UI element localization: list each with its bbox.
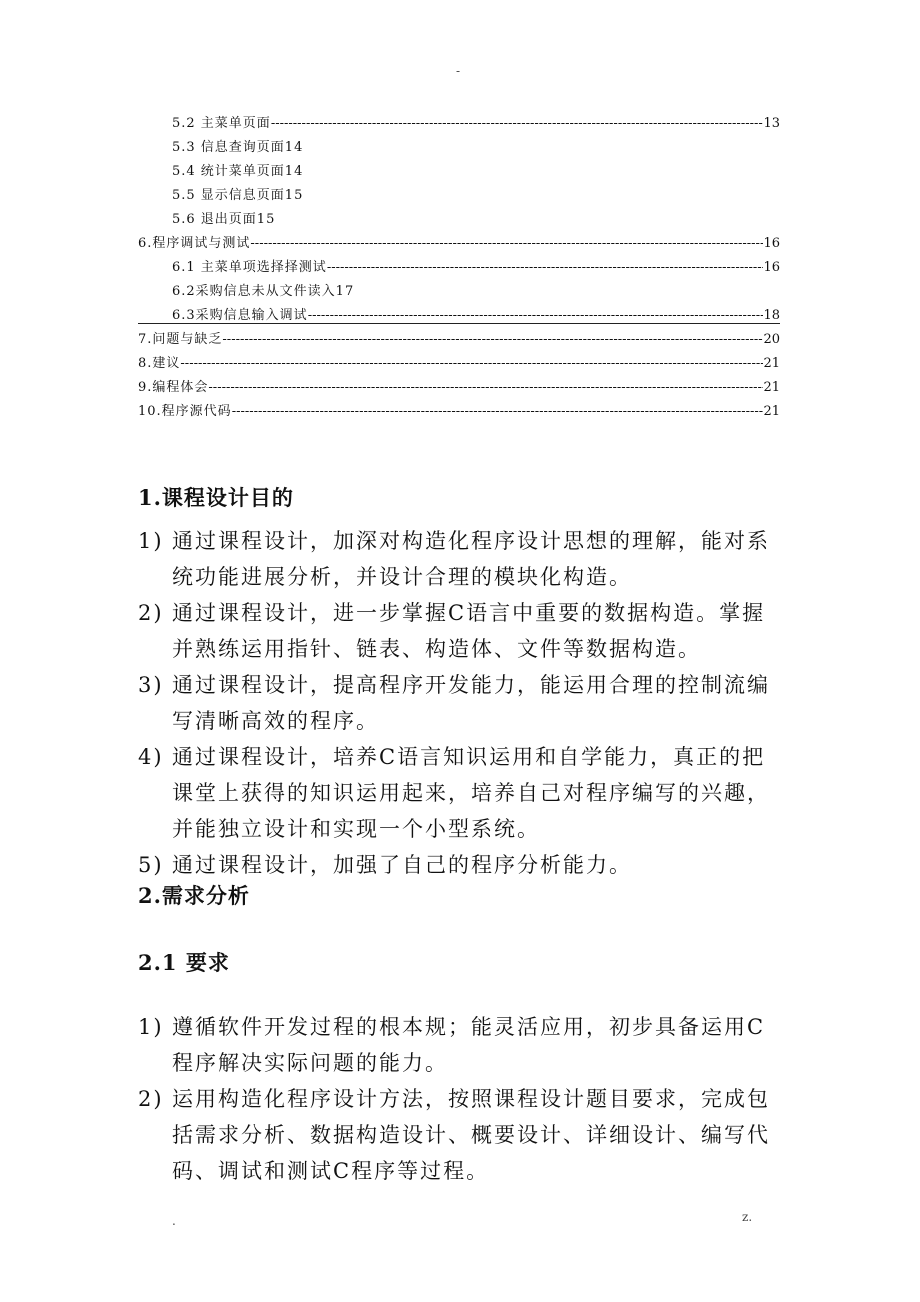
list-item-text: 通过课程设计，进一步掌握C语言中重要的数据构造。掌握并熟练运用指针、链表、构造体、文件等数据构造。 [172, 601, 766, 661]
toc-entry-10[interactable] [138, 400, 780, 424]
list-item [138, 523, 788, 595]
list-item-number: 2) [138, 601, 164, 625]
list-item-text: 通过课程设计，加深对构造化程序设计思想的理解，能对系统功能进展分析，并设计合理的模块化构造。 [172, 529, 770, 589]
toc-leader [180, 352, 763, 376]
section-heading: 1.课程设计目的 [138, 485, 294, 510]
list-item [138, 595, 788, 667]
toc-page: 13 [763, 116, 780, 131]
toc-entry-5-5[interactable] [138, 184, 780, 208]
list-item [138, 1081, 788, 1189]
section-heading: 2.需求分析 [138, 883, 250, 908]
toc-label: 8.建议 [138, 356, 181, 371]
toc-entry-5-4[interactable] [138, 160, 780, 184]
footer-left-mark: . [172, 1214, 176, 1228]
list-item-number: 1) [138, 529, 164, 553]
toc-leader [222, 328, 763, 352]
list-item [138, 1009, 788, 1081]
toc-entry-5-2[interactable] [138, 112, 780, 136]
toc-page: 18 [763, 308, 780, 323]
toc-leader [208, 376, 763, 400]
toc-label: 10.程序源代码 [138, 404, 232, 419]
list-item-number: 5) [138, 853, 164, 877]
list-item [138, 667, 788, 739]
footer-right-mark: z. [742, 1210, 753, 1224]
toc-leader [250, 232, 763, 256]
list-item-text: 通过课程设计，加强了自己的程序分析能力。 [172, 853, 632, 877]
toc-page: 16 [763, 236, 780, 251]
toc-page: 21 [763, 380, 780, 395]
toc-entry-9[interactable] [138, 376, 780, 400]
toc-label: 5.2 主菜单页面 [172, 116, 271, 131]
toc-entry-6[interactable] [138, 232, 780, 256]
toc-label: 6.2采购信息未从文件读入17 [172, 284, 355, 299]
list-item-text: 通过课程设计，提高程序开发能力，能运用合理的控制流编写清晰高效的程序。 [172, 673, 770, 733]
toc-leader [232, 400, 764, 424]
toc-label: 5.4 统计菜单页面14 [172, 164, 304, 179]
toc-entry-8[interactable] [138, 352, 780, 376]
list-item-number: 3) [138, 673, 164, 697]
toc-label: 5.3 信息查询页面14 [172, 140, 304, 155]
toc-label: 6.程序调试与测试 [138, 236, 251, 251]
header-mark: - [456, 64, 461, 78]
list-item-text: 遵循软件开发过程的根本规；能灵活应用，初步具备运用C程序解决实际问题的能力。 [172, 1015, 766, 1075]
list-item-number: 2) [138, 1087, 164, 1111]
toc-entry-6-2[interactable] [138, 280, 780, 304]
table-of-contents [138, 112, 780, 424]
subsection-heading: 2.1 要求 [138, 950, 230, 975]
list-item-number: 4) [138, 745, 164, 769]
list-item-number: 1) [138, 1015, 164, 1039]
list-item-text: 通过课程设计，培养C语言知识运用和自学能力，真正的把课堂上获得的知识运用起来，培养自己对程序编写的兴趣，并能独立设计和实现一个小型系统。 [172, 745, 770, 841]
toc-page: 16 [763, 260, 780, 275]
toc-leader [327, 256, 764, 280]
toc-leader [308, 304, 764, 328]
list-item-text: 运用构造化程序设计方法，按照课程设计题目要求，完成包括需求分析、数据构造设计、概要设计、详细设计、编写代码、调试和测试C程序等过程。 [172, 1087, 770, 1183]
toc-page: 21 [763, 356, 780, 371]
toc-entry-6-3[interactable] [138, 304, 780, 328]
requirements-list [138, 1009, 788, 1189]
list-item [138, 739, 788, 847]
toc-label: 9.编程体会 [138, 380, 209, 395]
toc-label: 6.3采购信息输入调试 [172, 308, 308, 323]
toc-entry-5-3[interactable] [138, 136, 780, 160]
list-item [138, 847, 788, 883]
toc-label: 5.6 退出页面15 [172, 212, 276, 227]
toc-label: 7.问题与缺乏 [138, 332, 223, 347]
toc-divider [138, 323, 780, 324]
objectives-list [138, 523, 788, 883]
toc-entry-6-1[interactable] [138, 256, 780, 280]
toc-page: 20 [763, 332, 780, 347]
toc-label: 5.5 显示信息页面15 [172, 188, 304, 203]
toc-entry-7[interactable] [138, 328, 780, 352]
toc-leader [271, 112, 764, 136]
toc-entry-5-6[interactable] [138, 208, 780, 232]
toc-label: 6.1 主菜单项选择择测试 [172, 260, 327, 275]
toc-page: 21 [763, 404, 780, 419]
